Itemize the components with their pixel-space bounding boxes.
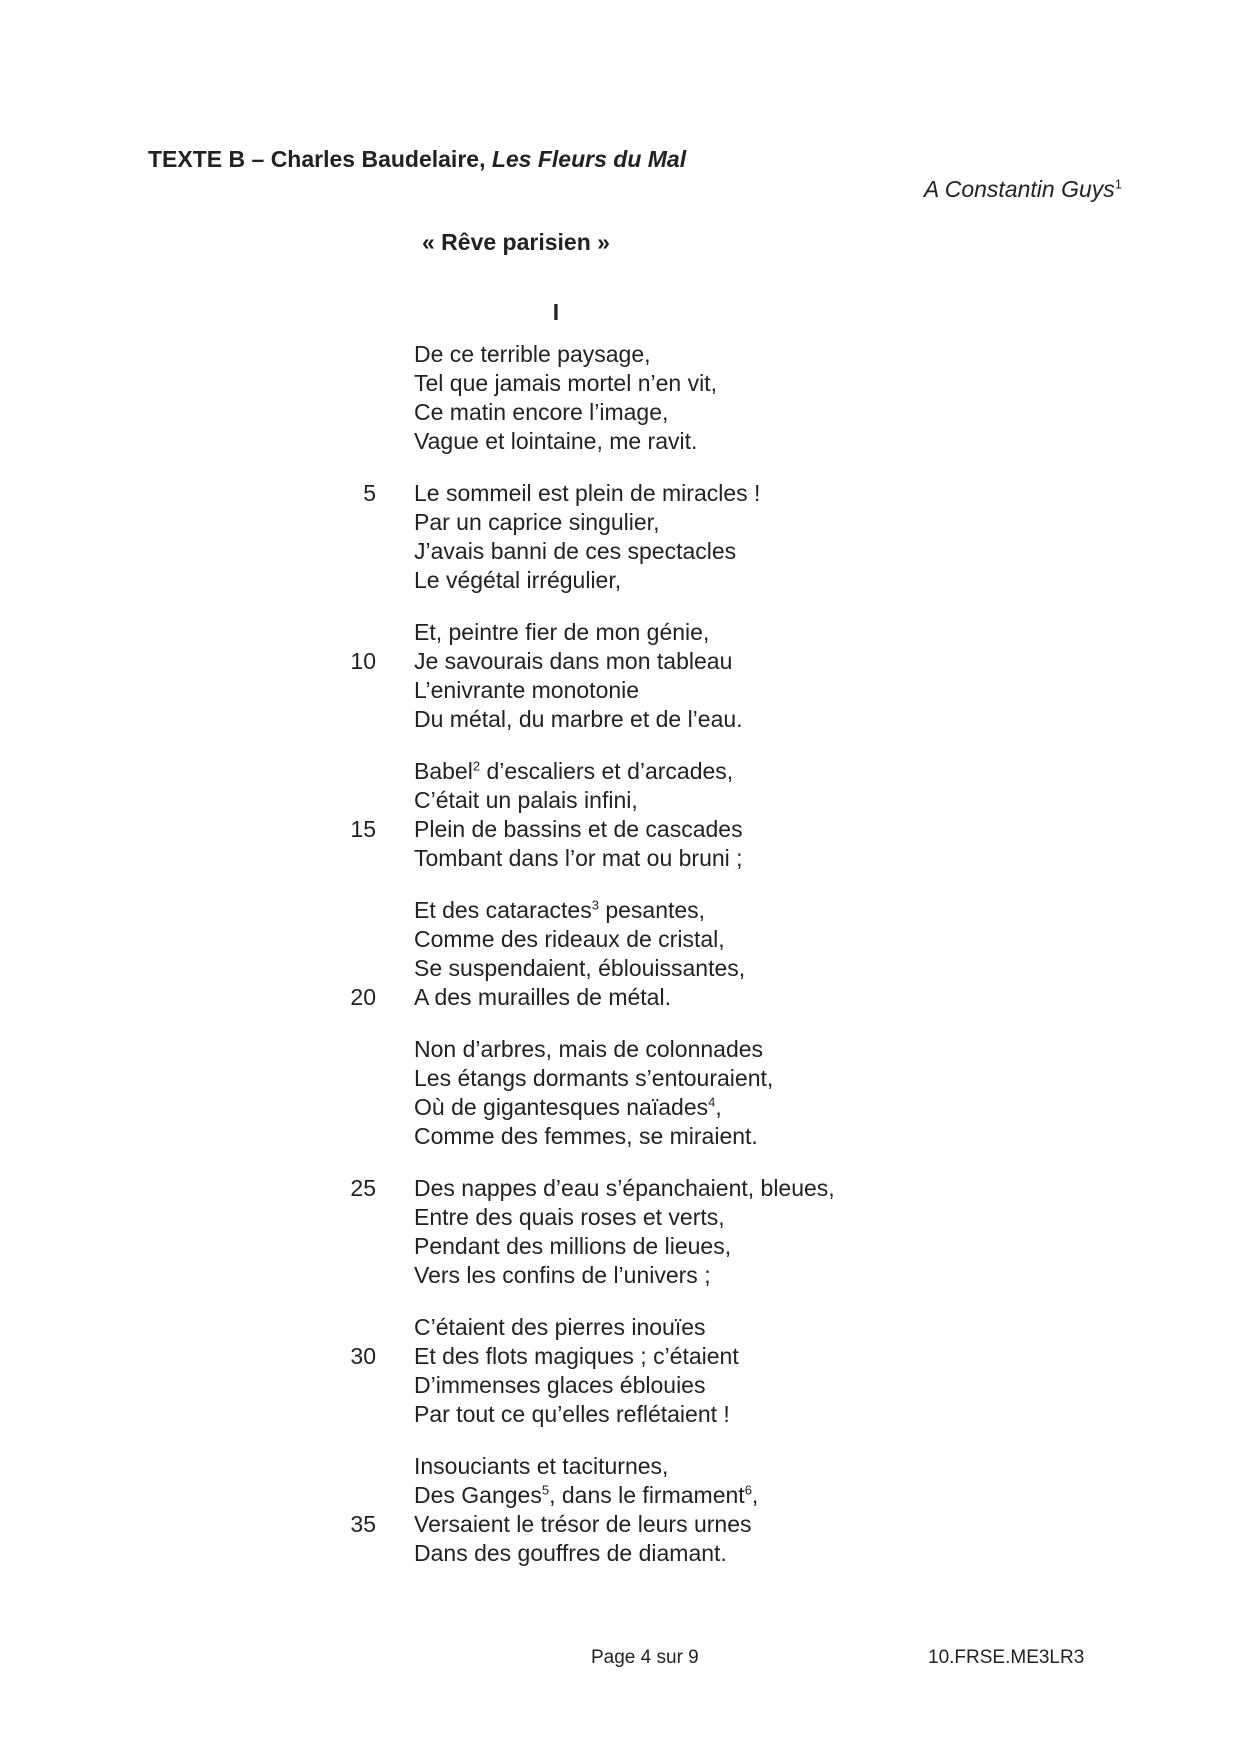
poem-line (0, 1313, 1240, 1342)
line-text (414, 896, 705, 925)
poem-line (0, 757, 1240, 786)
line-text (414, 508, 659, 537)
line-segment: Se suspendaient, éblouissantes, (414, 955, 746, 981)
line-text (414, 398, 668, 427)
line-text (414, 1093, 722, 1122)
line-text (414, 1203, 725, 1232)
line-segment: Ce matin encore l’image, (414, 399, 669, 425)
line-segment: Des nappes d’eau s’épanchaient, bleues, (414, 1175, 835, 1201)
poem-line (0, 896, 1240, 925)
line-text (414, 983, 671, 1012)
line-segment: Par un caprice singulier, (414, 509, 660, 535)
poem-line (0, 369, 1240, 398)
line-text (414, 1174, 835, 1203)
line-segment: D’immenses glaces éblouies (414, 1372, 706, 1398)
line-segment: Et des cataractes (414, 897, 592, 923)
line-text (414, 1452, 668, 1481)
line-segment: Tombant dans l’or mat ou bruni ; (414, 845, 743, 871)
line-segment: C’étaient des pierres inouïes (414, 1314, 706, 1340)
line-segment: Je savourais dans mon tableau (414, 648, 733, 674)
poem-line (0, 844, 1240, 873)
document-code: 10.FRSE.ME3LR3 (928, 1647, 1085, 1668)
poem-line (0, 1203, 1240, 1232)
line-segment: Tel que jamais mortel n’en vit, (414, 370, 717, 396)
footnote-marker: 3 (591, 897, 599, 913)
poem-line (0, 815, 1240, 844)
line-segment: A des murailles de métal. (414, 984, 671, 1010)
line-segment: Par tout ce qu’elles reflétaient ! (414, 1401, 730, 1427)
footnote-marker: 4 (708, 1094, 716, 1110)
footnote-marker: 5 (541, 1482, 550, 1498)
line-number: 30 (350, 1343, 376, 1369)
text-label-author: TEXTE B – Charles Baudelaire, (148, 146, 492, 172)
line-text (414, 1371, 705, 1400)
stanza (0, 1313, 1240, 1429)
line-text (414, 1481, 758, 1510)
poem-line (0, 537, 1240, 566)
line-segment: Plein de bassins et de cascades (414, 816, 743, 842)
line-segment: Du métal, du marbre et de l’eau. (414, 706, 743, 732)
line-number: 25 (350, 1175, 376, 1201)
poem-line (0, 1342, 1240, 1371)
section-number: I (552, 299, 560, 325)
line-segment: Des Ganges (414, 1482, 542, 1508)
poem-line (0, 983, 1240, 1012)
poem-line (0, 340, 1240, 369)
line-segment: Versaient le trésor de leurs urnes (414, 1511, 752, 1537)
poem-line (0, 1093, 1240, 1122)
line-text (414, 479, 760, 508)
dedication (924, 176, 1122, 203)
poem-line (0, 1371, 1240, 1400)
line-segment: Et, peintre fier de mon génie, (414, 619, 710, 645)
line-segment: Pendant des millions de lieues, (414, 1233, 732, 1259)
line-text (414, 1261, 711, 1290)
line-text (414, 1232, 731, 1261)
line-segment: , (751, 1482, 759, 1508)
footnote-marker: 2 (472, 758, 481, 774)
poem-line (0, 1174, 1240, 1203)
line-segment: Le sommeil est plein de miracles ! (414, 480, 761, 506)
stanza (0, 479, 1240, 595)
page-number: Page 4 sur 9 (591, 1647, 699, 1668)
poem-line (0, 705, 1240, 734)
line-number: 5 (363, 480, 376, 506)
line-segment: Comme des rideaux de cristal, (414, 926, 725, 952)
poem-line (0, 398, 1240, 427)
line-text (414, 786, 638, 815)
line-text (414, 566, 621, 595)
poem-line (0, 1452, 1240, 1481)
line-segment: , dans le firmament (549, 1482, 745, 1508)
text-heading (148, 146, 686, 173)
line-segment: C’était un palais infini, (414, 787, 638, 813)
line-text (414, 815, 743, 844)
line-segment: L’enivrante monotonie (414, 677, 640, 703)
line-segment: J’avais banni de ces spectacles (414, 538, 737, 564)
line-text (414, 340, 651, 369)
poem-line (0, 786, 1240, 815)
line-number: 10 (350, 648, 376, 674)
poem-line (0, 1232, 1240, 1261)
poem-line (0, 566, 1240, 595)
book-title: Les Fleurs du Mal (491, 146, 687, 172)
line-text (414, 427, 697, 456)
line-segment: Les étangs dormants s’entouraient, (414, 1065, 774, 1091)
dedication-text: A Constantin Guys (923, 176, 1115, 202)
line-text (414, 1035, 763, 1064)
poem-line (0, 1510, 1240, 1539)
footnote-marker: 1 (1114, 176, 1122, 192)
poem-line (0, 676, 1240, 705)
line-text (414, 1510, 752, 1539)
stanza (0, 1174, 1240, 1290)
line-segment: pesantes, (598, 897, 706, 923)
stanza (0, 1035, 1240, 1151)
poem-line (0, 508, 1240, 537)
line-number: 35 (350, 1511, 376, 1537)
poem-line (0, 1122, 1240, 1151)
line-segment: Le végétal irrégulier, (414, 567, 622, 593)
stanza (0, 757, 1240, 873)
line-text (414, 618, 709, 647)
poem-body (0, 340, 1240, 1591)
line-segment: Comme des femmes, se miraient. (414, 1123, 758, 1149)
poem-line (0, 954, 1240, 983)
line-segment: Et des flots magiques ; c’étaient (414, 1343, 739, 1369)
stanza (0, 896, 1240, 1012)
line-text (414, 1064, 773, 1093)
poem-line (0, 647, 1240, 676)
line-text (414, 1342, 739, 1371)
line-segment: Vers les confins de l’univers ; (414, 1262, 711, 1288)
line-text (414, 1539, 727, 1568)
line-text (414, 369, 717, 398)
line-text (414, 705, 743, 734)
line-text (414, 647, 732, 676)
line-segment: Non d’arbres, mais de colonnades (414, 1036, 764, 1062)
line-text (414, 844, 743, 873)
poem-line (0, 1064, 1240, 1093)
line-text (414, 954, 745, 983)
line-segment: Insouciants et taciturnes, (414, 1453, 669, 1479)
line-text (414, 1122, 758, 1151)
poem-line (0, 1539, 1240, 1568)
line-segment: Dans des gouffres de diamant. (414, 1540, 727, 1566)
line-segment: De ce terrible paysage, (414, 341, 651, 367)
footnote-marker: 6 (744, 1482, 752, 1498)
line-number: 20 (350, 984, 376, 1010)
line-text (414, 925, 725, 954)
line-segment: Entre des quais roses et verts, (414, 1204, 725, 1230)
poem-line (0, 1261, 1240, 1290)
poem-line (0, 618, 1240, 647)
line-segment: , (715, 1094, 722, 1120)
poem-line (0, 1400, 1240, 1429)
line-segment: Où de gigantesques naïades (414, 1094, 709, 1120)
line-number: 15 (350, 816, 376, 842)
line-text (414, 1313, 706, 1342)
poem-line (0, 427, 1240, 456)
stanza (0, 1452, 1240, 1568)
poem-line (0, 1035, 1240, 1064)
line-text (414, 537, 736, 566)
stanza (0, 618, 1240, 734)
line-segment: d’escaliers et d’arcades, (480, 758, 734, 784)
poem-line (0, 925, 1240, 954)
line-segment: Vague et lointaine, me ravit. (414, 428, 698, 454)
line-text (414, 1400, 730, 1429)
poem-title: « Rêve parisien » (422, 229, 610, 255)
line-segment: Babel (414, 758, 473, 784)
line-text (414, 757, 733, 786)
line-text (414, 676, 639, 705)
stanza (0, 340, 1240, 456)
poem-line (0, 479, 1240, 508)
poem-line (0, 1481, 1240, 1510)
